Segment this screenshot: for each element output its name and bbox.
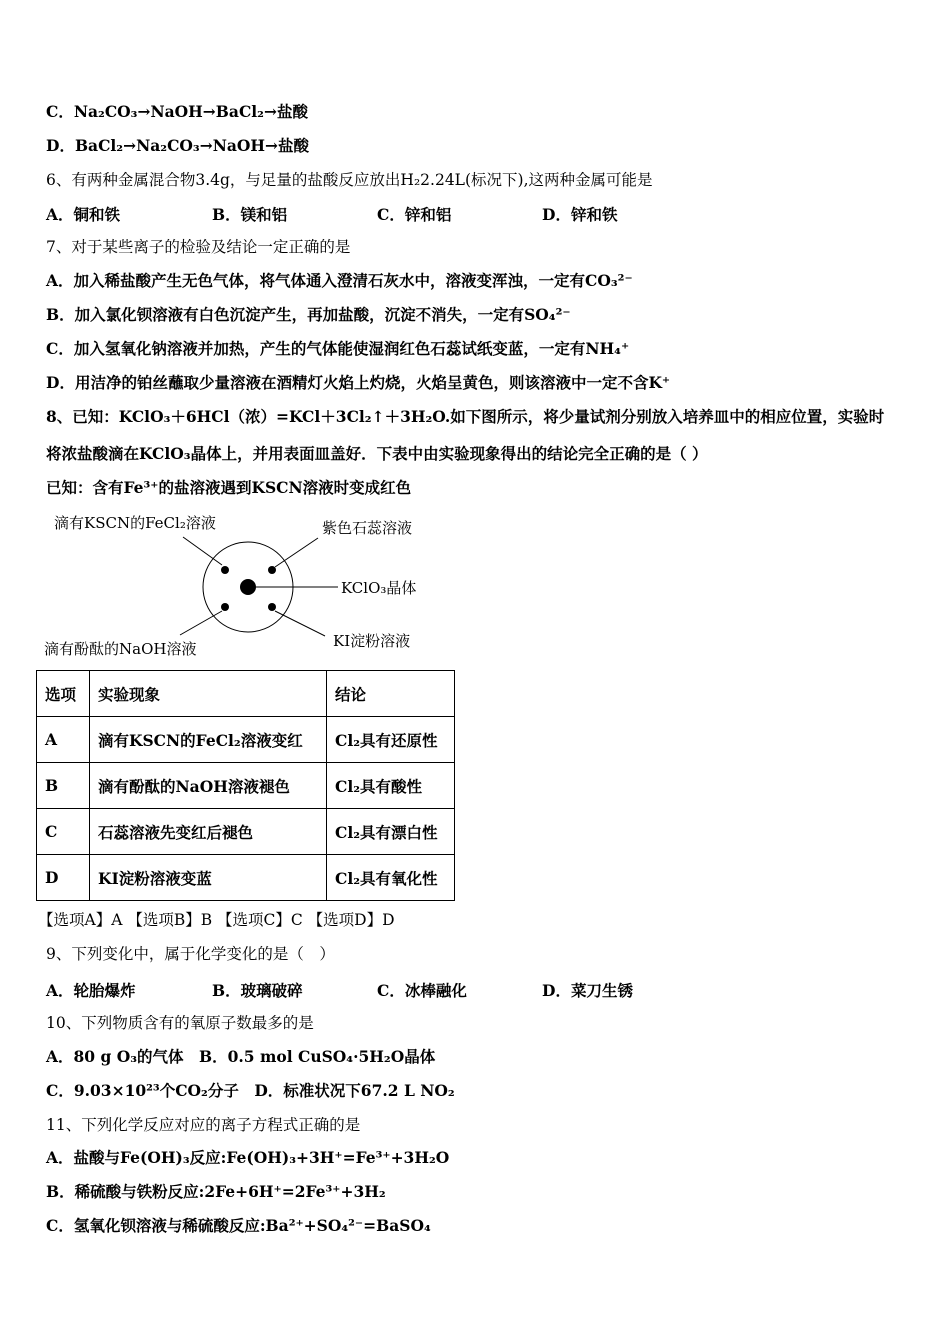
cell-conclusion: Cl₂具有漂白性 — [327, 809, 455, 855]
label-naoh: 滴有酚酞的NaOH溶液 — [44, 640, 197, 658]
table-header-row — [37, 671, 455, 717]
kclo3-dot — [240, 579, 256, 595]
label-litmus: 紫色石蕊溶液 — [322, 519, 413, 537]
cell-conclusion: Cl₂具有酸性 — [327, 763, 455, 809]
q7-stem: 7、对于某些离子的检验及结论一定正确的是 — [46, 238, 351, 256]
cell-option: D — [37, 855, 90, 901]
q8-answer-options: 【选项A】A 【选项B】B 【选项C】C 【选项D】D — [38, 911, 395, 929]
naoh-dot — [221, 603, 229, 611]
q11-option-a: A．盐酸与Fe(OH)₃反应:Fe(OH)₃+3H⁺=Fe³⁺+3H₂O — [46, 1148, 450, 1167]
q9-option-d: D．菜刀生锈 — [542, 981, 633, 1000]
leader-line — [275, 538, 318, 567]
cell-option: A — [37, 717, 90, 763]
q8-stem-line2: 将浓盐酸滴在KClO₃晶体上，并用表面皿盖好．下表中由实验现象得出的结论完全正确的是（ ） — [46, 444, 708, 463]
petri-dish-diagram — [0, 505, 460, 665]
label-ki: KI淀粉溶液 — [333, 632, 411, 650]
header-option: 选项 — [37, 671, 90, 717]
q8-note: 已知：含有Fe³⁺的盐溶液遇到KSCN溶液时变成红色 — [46, 478, 412, 497]
label-fecl2: 滴有KSCN的FeCl₂溶液 — [54, 514, 216, 532]
q5-option-c: C．Na₂CO₃→NaOH→BaCl₂→盐酸 — [46, 102, 308, 121]
leader-line — [180, 611, 222, 635]
q9-stem: 9、下列变化中，属于化学变化的是（ ） — [46, 945, 335, 963]
table-row — [37, 855, 455, 901]
q11-option-b: B．稀硫酸与铁粉反应:2Fe+6H⁺=2Fe³⁺+3H₂ — [46, 1182, 386, 1201]
q11-stem: 11、下列化学反应对应的离子方程式正确的是 — [46, 1116, 361, 1134]
q10-line1: A．80 g O₃的气体 B．0.5 mol CuSO₄·5H₂O晶体 — [46, 1047, 436, 1066]
cell-option: C — [37, 809, 90, 855]
q9-option-b: B．玻璃破碎 — [212, 981, 303, 1000]
q6-option-d: D．锌和铁 — [542, 205, 618, 224]
q9-option-a: A．轮胎爆炸 — [46, 981, 136, 1000]
cell-phenomenon: 滴有酚酞的NaOH溶液褪色 — [90, 763, 327, 809]
q7-option-b: B．加入氯化钡溶液有白色沉淀产生，再加盐酸，沉淀不消失，一定有SO₄²⁻ — [46, 305, 571, 324]
table-row — [37, 763, 455, 809]
leader-line — [275, 611, 325, 636]
results-table — [36, 670, 455, 901]
fecl2-dot — [221, 566, 229, 574]
q6-option-a: A．铜和铁 — [46, 205, 121, 224]
q7-option-a: A．加入稀盐酸产生无色气体，将气体通入澄清石灰水中，溶液变浑浊，一定有CO₃²⁻ — [46, 271, 633, 290]
q6-option-c: C．锌和铝 — [377, 205, 452, 224]
header-conclusion: 结论 — [327, 671, 455, 717]
header-phenomenon: 实验现象 — [90, 671, 327, 717]
q11-option-c: C．氢氧化钡溶液与稀硫酸反应:Ba²⁺+SO₄²⁻=BaSO₄ — [46, 1216, 431, 1235]
cell-phenomenon: 石蕊溶液先变红后褪色 — [90, 809, 327, 855]
table-row — [37, 809, 455, 855]
cell-phenomenon: 滴有KSCN的FeCl₂溶液变红 — [90, 717, 327, 763]
label-kclo3: KClO₃晶体 — [341, 579, 417, 597]
ki-dot — [268, 603, 276, 611]
cell-option: B — [37, 763, 90, 809]
q6-option-b: B．镁和铝 — [212, 205, 288, 224]
q6-stem: 6、有两种金属混合物3.4g，与足量的盐酸反应放出H₂2.24L(标况下),这两种金属可能是 — [46, 171, 653, 189]
q5-option-d: D．BaCl₂→Na₂CO₃→NaOH→盐酸 — [46, 136, 310, 155]
q8-stem-line1: 8、已知：KClO₃＋6HCl（浓）=KCl＋3Cl₂↑＋3H₂O.如下图所示，将少量试剂分别放入培养皿中的相应位置，实验时 — [46, 407, 885, 426]
cell-conclusion: Cl₂具有还原性 — [327, 717, 455, 763]
cell-phenomenon: KI淀粉溶液变蓝 — [90, 855, 327, 901]
q10-stem: 10、下列物质含有的氧原子数最多的是 — [46, 1014, 314, 1032]
q7-option-d: D．用洁净的铂丝蘸取少量溶液在酒精灯火焰上灼烧，火焰呈黄色，则该溶液中一定不含K⁺ — [46, 373, 671, 392]
q10-line2: C．9.03×10²³个CO₂分子 D．标准状况下67.2 L NO₂ — [46, 1081, 455, 1100]
cell-conclusion: Cl₂具有氧化性 — [327, 855, 455, 901]
q9-option-c: C．冰棒融化 — [377, 981, 467, 1000]
table-row — [37, 717, 455, 763]
q7-option-c: C．加入氢氧化钠溶液并加热，产生的气体能使湿润红色石蕊试纸变蓝，一定有NH₄⁺ — [46, 339, 630, 358]
litmus-dot — [268, 566, 276, 574]
leader-line — [183, 537, 222, 565]
